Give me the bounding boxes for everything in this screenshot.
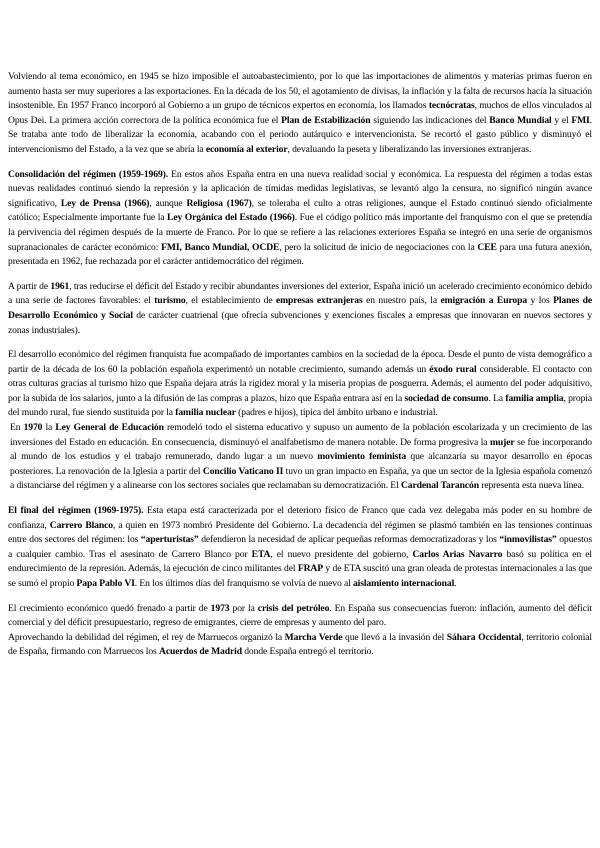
bold-term: familia nuclear	[175, 407, 236, 419]
bold-term: Sáhara Occidental	[446, 631, 522, 643]
text-run: En	[10, 422, 24, 434]
text-run: y los	[527, 295, 554, 307]
bold-term: Carrero Blanco	[49, 519, 113, 531]
paragraph-final-regimen	[8, 504, 592, 592]
bold-term: emigración a Europa	[440, 295, 528, 307]
text-run: Volviendo al tema económico, en 1945 se hizo imposible el autoabastecimiento, por lo que las importaciones de alimentos y materias primas fueron en aumento hasta ser muy superiores a las exportaciones. En la década de los 50, el agotamiento de divisas, la inflación y la falta de recursos hacía la situación insostenible. En 1957 Franco incorporó al Gobierno a un grupo de técnicos expertos en economía, los llamados	[8, 71, 592, 112]
text-run: El desarrollo económico del régimen franquista fue acompañado de importantes cambios en la sociedad de la época. Desde el punto de vista demográfico a partir de la década de los 60 la población española experimentó un notable crecimiento, sumando además un	[8, 349, 592, 375]
paragraph-tecnocratas	[8, 70, 592, 158]
paragraph-ley-educacion	[8, 421, 592, 494]
text-run: se fue incorporando al mundo de los estudios y el trabajo remunerado, dando lugar a un nuevo	[10, 436, 592, 463]
bold-term: Ley General de Educación	[55, 422, 164, 434]
paragraph-marcha-verde	[8, 631, 592, 660]
bold-term: Concilio Vaticano II	[202, 465, 284, 477]
bold-term: economía al exterior	[205, 143, 288, 155]
paragraph-cambios-sociales	[8, 348, 592, 421]
text-run: , se toleraba el culto a otras religiones, aunque el Estado continuó siendo oficialmente católico; Especialmente importante fue la	[8, 197, 592, 224]
bold-term: movimiento feminista	[317, 451, 407, 463]
bold-term: Ley Orgánica del Estado (1966)	[167, 212, 295, 224]
text-run: , el nuevo presidente del gobierno,	[270, 548, 413, 560]
text-run: . Se trataba ante todo de liberalizar la economía, acabando con el periodo autárquico e intervencionista. Se recortó el gasto público y disminuyó el intervencionismo del Estado, a la vez que se abría la	[8, 114, 592, 155]
text-run: .	[454, 578, 457, 589]
bold-term: aislamiento internacional	[352, 578, 455, 589]
text-run: defendieron la necesidad de aplicar pequeñas reformas democratizadoras y los	[198, 534, 500, 546]
text-run: . En los últimos días del franquismo se volvía de nuevo al	[134, 578, 353, 589]
text-run: la	[42, 422, 56, 434]
bold-term: Consolidación del régimen (1959-1969).	[8, 168, 169, 180]
paragraph-crecimiento-1961	[8, 280, 592, 338]
bold-term: Marcha Verde	[284, 631, 343, 643]
bold-term: Cardenal Tarancón	[400, 480, 479, 492]
bold-term: familia amplia	[505, 392, 564, 404]
bold-term: Religiosa (1967)	[186, 197, 252, 209]
bold-term: FMI, Banco Mundial, OCDE	[161, 241, 280, 253]
bold-term: crisis del petróleo	[257, 602, 330, 614]
bold-term: 1961	[50, 280, 70, 292]
bold-term: éxodo rural	[429, 363, 477, 375]
text-run: A partir de	[8, 280, 51, 292]
text-run: considerable. El contacto con otras culturas gracias al turismo hizo que España dejara atrás la rigidez moral y la miseria propias de posguerra. Además, el aumento del poder adquisitivo, por la subida de los salarios, junto a la difusión de las compras a plazos, hizo que España entrara así en la	[8, 363, 592, 404]
bold-term: ETA	[251, 548, 271, 560]
bold-term: Carlos Arias Navarro	[412, 548, 503, 560]
text-run: que alcanzaría su mayor desarrollo en épocas posteriores. La renovación de la Iglesia a partir del	[10, 451, 592, 477]
bold-term: Plan de Estabilización	[281, 114, 371, 126]
text-run: y de ETA suscitó una gran oleada de protestas internacionales a las que se sumó el propio	[8, 563, 592, 589]
bold-term: mujer	[490, 436, 515, 448]
bold-term: empresas extranjeras	[275, 295, 363, 307]
text-run: . Fue el código político más importante del franquismo con el que se pretendía la pervivencia del régimen después de la muerte de Franco. Por lo que se refiere a las relaciones exteriores España se integró en una serie de organismos supranacionales de carácter económico:	[8, 212, 592, 253]
bold-term: FRAP	[297, 563, 324, 575]
text-run: , aunque	[149, 197, 187, 209]
text-run: para una futura anexión, presentada en 1962, fue rechazada por el carácter antidemocrático del régimen.	[8, 241, 592, 268]
text-run: . En España sus consecuencias fueron: inflación, aumento del déficit comercial y del déficit presupuestario, regreso de emigrantes, cierre de empresas y aumento del paro.	[8, 602, 592, 629]
bold-term: tecnócratas	[428, 100, 475, 112]
text-run: . La	[488, 392, 506, 404]
text-run: basó su política en el endurecimiento de la represión. Además, la ejecución de cinco militantes del	[8, 548, 592, 575]
bold-term: turismo	[154, 295, 186, 307]
text-run: En estos años España entra en una nueva realidad social y económica. La respuesta del régimen a todas estas nuevas realidades continuó siendo la represión y la aplicación de tímidas medidas legislativas, se levantó algo la censura, no significó ningún avance significativo,	[8, 168, 592, 209]
text-run: de carácter cuatrienal (que ofrecía subvenciones y exenciones fiscales a empresas que innovaran en nuevos sectores y zonas industriales).	[8, 309, 592, 336]
paragraph-crisis-petroleo	[8, 602, 592, 631]
text-run: , tras reducirse el déficit del Estado y recibir abundantes inversiones del exterior, España inició un acelerado crecimiento económico debido a una serie de factores favorables: el	[8, 280, 592, 307]
bold-term: Papa Pablo VI	[76, 578, 135, 589]
text-run: remodeló todo el sistema educativo y supuso un aumento de la población escolarizada y un crecimiento de las inversiones del Estado en educación. En consecuencia, disminuyó el analfabetismo de manera notable. De forma progresiva la	[10, 422, 592, 448]
text-run: , el establecimiento de	[185, 295, 276, 307]
bold-term: sociedad de consumo	[404, 392, 489, 404]
text-run: en nuestro país, la	[362, 295, 441, 307]
text-run: (padres e hijos), típica del ámbito urbano e industrial.	[235, 407, 438, 419]
bold-term: 1970	[23, 422, 43, 434]
text-run: y el	[551, 114, 572, 126]
bold-term: Ley de Prensa (1966)	[60, 197, 150, 209]
text-run: por la	[229, 602, 258, 614]
bold-term: FMI	[571, 114, 590, 126]
text-run: siguiendo las indicaciones del	[370, 114, 490, 126]
text-run: Esta etapa está caracterizada por el deterioro físico de Franco que cada vez delegaba más poder en su hombre de confianza,	[8, 505, 592, 531]
bold-term: “inmovilistas”	[499, 534, 557, 546]
text-run: Aprovechando la debilidad del régimen, el rey de Marruecos organizó la	[8, 631, 285, 643]
paragraph-consolidacion-regimen	[8, 168, 592, 270]
bold-term: Acuerdos de Madrid	[158, 646, 242, 658]
text-run: , a quien en 1973 nombró Presidente del Gobierno. La decadencia del régimen se plasmó también en las tensiones continuas entre dos sectores del régimen: los	[8, 519, 592, 546]
bold-term: Planes de Desarrollo Económico y Social	[8, 295, 592, 321]
text-run: representa esta nueva línea.	[478, 480, 584, 492]
bold-term: Banco Mundial	[489, 114, 552, 126]
text-run: , muchos de ellos vinculados al Opus Dei. La primera acción correctora de la política económica fue el	[8, 100, 592, 126]
bold-term: El final del régimen (1969-1975).	[8, 505, 144, 517]
bold-term: CEE	[477, 241, 497, 253]
bold-term: 1973	[210, 602, 230, 614]
text-run: , pero la solicitud de inicio de negociaciones con la	[279, 241, 478, 253]
text-run: , territorio colonial de España, firmando con Marruecos los	[8, 631, 592, 658]
text-run: que llevó a la invasión del	[342, 631, 447, 643]
text-run: opuestos a cualquier cambio. Tras el asesinato de Carrero Blanco por	[8, 534, 592, 560]
document-page	[8, 70, 592, 670]
text-run: donde España entregó el territorio.	[241, 646, 374, 658]
text-run: tuvo un gran impacto en España, ya que un sector de la Iglesia española comenzó a distanciarse del régimen y a alinearse con los sectores sociales que reclamaban su democratización. El	[10, 465, 592, 492]
text-run: , propia del mundo rural, fue siendo sustituida por la	[8, 392, 593, 419]
bold-term: “aperturistas”	[140, 534, 199, 546]
text-run: El crecimiento económico quedó frenado a partir de	[8, 602, 211, 614]
text-run: , devaluando la peseta y liberalizando las inversiones extranjeras.	[287, 143, 532, 155]
